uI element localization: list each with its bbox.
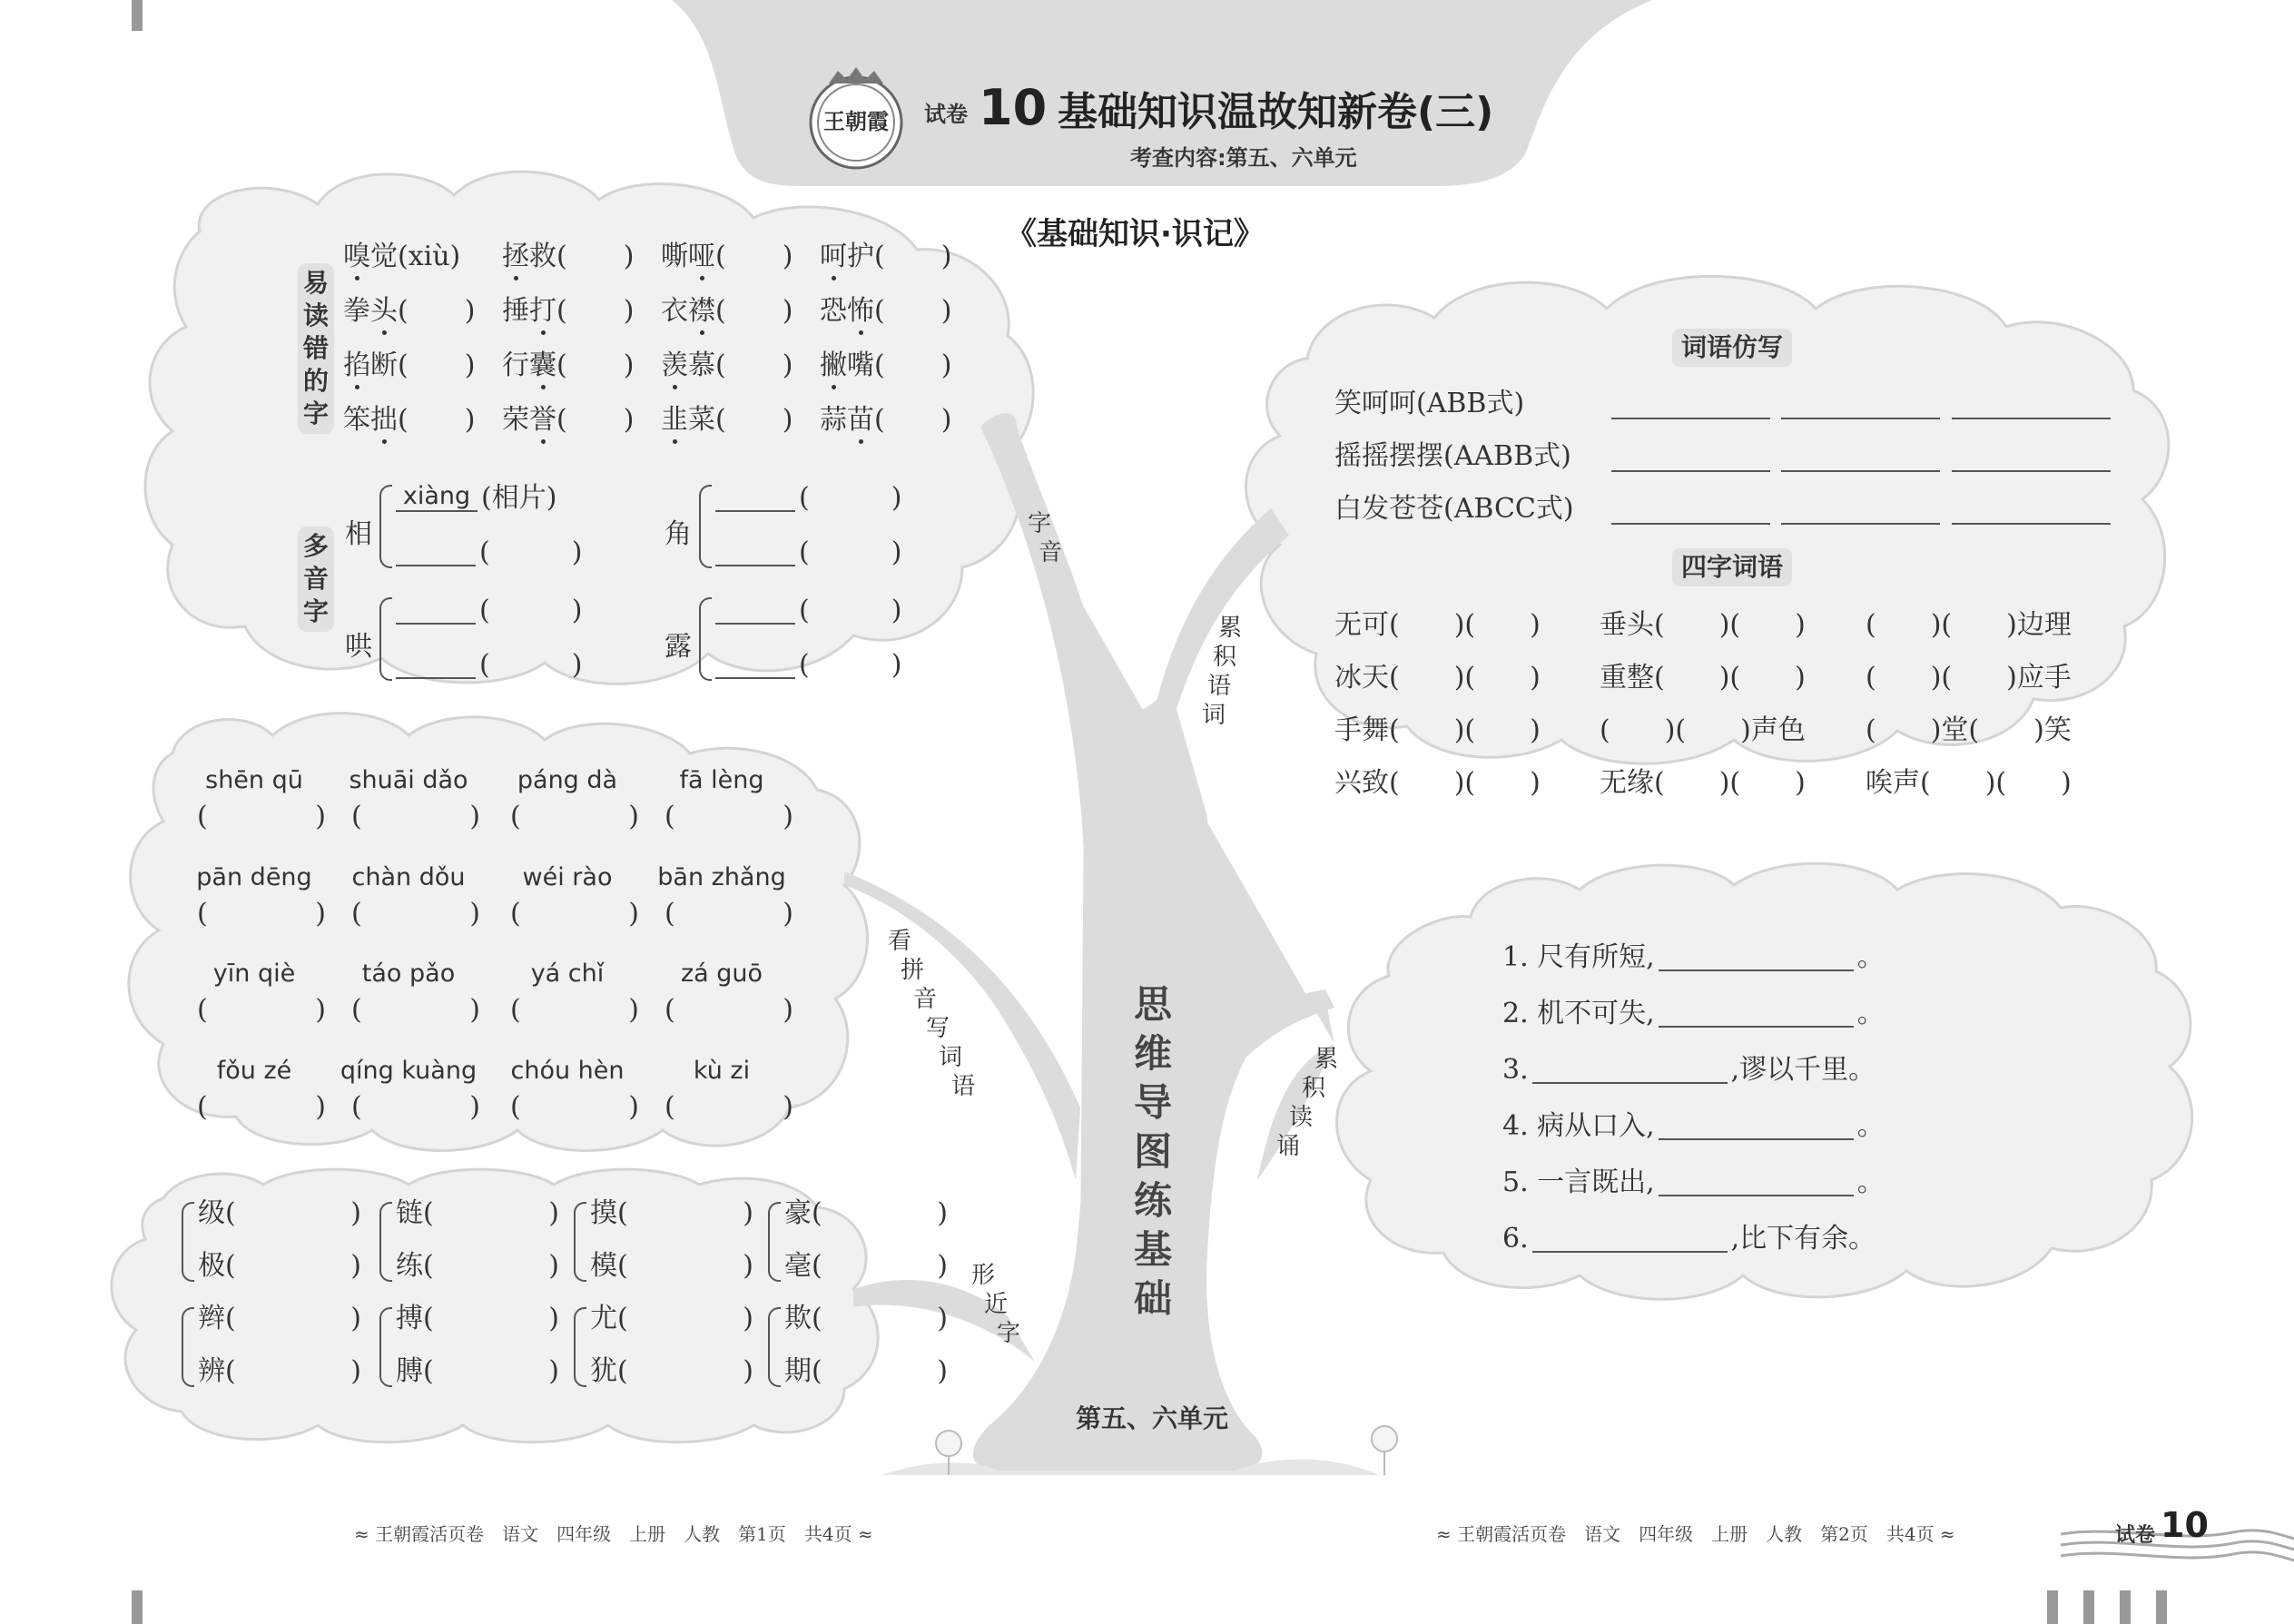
label-polyphonic: 多 音 字 <box>298 527 334 632</box>
proverb-item[interactable] <box>1502 1225 1876 1253</box>
misread-word: 呵护 <box>820 241 874 272</box>
tag-four-char: 四字词语 <box>1672 548 1792 586</box>
misread-item <box>820 349 952 381</box>
misread-word: 行囊 <box>502 349 556 381</box>
similar-char-item[interactable]: 犹( ) <box>590 1355 753 1387</box>
similar-char-item[interactable]: 膊( ) <box>396 1355 559 1387</box>
crop-mark-bottom-left <box>132 1590 143 1624</box>
similar-char-item[interactable]: 辫( ) <box>198 1303 361 1334</box>
flower-right <box>1372 1426 1397 1452</box>
similar-char: 极( <box>198 1250 236 1282</box>
branch-label-pinyin: 看 <box>888 928 912 955</box>
misread-item <box>661 404 793 436</box>
proverb-text: 3. <box>1502 1054 1529 1086</box>
brace-icon <box>379 1202 392 1282</box>
branch-label-pinyin: 写 <box>926 1015 950 1042</box>
proverb-item[interactable] <box>1502 941 1885 973</box>
misread-item <box>820 243 951 271</box>
misread-item <box>661 295 793 327</box>
section-banner: 《基础知识·识记》 <box>1006 216 1265 252</box>
pinyin-answer-paren[interactable]: ( ) <box>510 801 639 832</box>
four-char-item[interactable]: ( )( )应手 <box>1866 662 2072 694</box>
four-char-item[interactable]: 重整( )( ) <box>1600 662 1806 694</box>
pinyin-text: fā lèng <box>679 766 764 794</box>
misread-item <box>661 349 793 381</box>
answer-line[interactable] <box>1952 418 2111 419</box>
crop-mark-bottom-right-2 <box>2083 1590 2094 1624</box>
proverb-text: 6. <box>1502 1223 1529 1255</box>
similar-char-item[interactable]: 尤( ) <box>590 1303 753 1334</box>
four-char-item[interactable]: 无缘( )( ) <box>1600 767 1806 799</box>
proverb-text: 2. 机不可失, <box>1502 998 1655 1029</box>
similar-char-item[interactable]: 极( ) <box>198 1250 361 1282</box>
similar-char-item[interactable]: 级( ) <box>198 1197 361 1229</box>
branch-label-du-song: 积 <box>1302 1075 1326 1102</box>
corner-prefix: 试卷 <box>2115 1524 2156 1547</box>
brace-icon <box>379 1307 392 1387</box>
pinyin-answer-paren[interactable]: ( ) <box>351 898 480 930</box>
answer-line[interactable] <box>1532 1225 1728 1253</box>
answer-line[interactable] <box>1611 418 1770 419</box>
answer-paren[interactable]: ( ) <box>874 349 952 381</box>
misread-item <box>502 349 635 381</box>
similar-char: 练( <box>396 1250 434 1282</box>
misread-word: 荣誉 <box>502 404 556 436</box>
similar-char: 期( <box>784 1355 822 1387</box>
pinyin-text: pān dēng <box>196 863 312 891</box>
proverb-text: 4. 病从口入, <box>1502 1110 1655 1142</box>
pinyin-answer-paren[interactable]: ( ) <box>510 898 639 930</box>
four-char-item[interactable]: 无可( )( ) <box>1334 609 1541 641</box>
misread-item <box>343 349 476 381</box>
answer-paren[interactable]: ( ) <box>556 349 635 381</box>
branch-label-du-song: 读 <box>1289 1104 1314 1131</box>
answer-paren[interactable]: ( ) <box>715 241 793 272</box>
answer-paren[interactable]: ( ) <box>556 404 635 436</box>
similar-char-item[interactable]: 豪( ) <box>784 1197 948 1229</box>
answer-line[interactable] <box>1611 523 1770 525</box>
similar-char-item[interactable]: 期( ) <box>784 1355 948 1387</box>
pinyin-text: páng dà <box>517 766 618 794</box>
pinyin-answer-paren[interactable]: ( ) <box>197 898 326 930</box>
answer-paren[interactable]: (xiù) <box>398 241 461 272</box>
page-title: 基础知识温故知新卷(三) <box>1058 89 1494 135</box>
misread-word: 嗅觉 <box>343 241 398 272</box>
answer-paren[interactable]: ( ) <box>398 295 476 327</box>
brace-icon <box>768 1202 781 1282</box>
label-easy-misread: 易 读 错 的 字 <box>298 263 334 434</box>
misread-item <box>661 243 793 271</box>
misread-item <box>343 295 476 327</box>
similar-char: 级( <box>198 1197 236 1229</box>
pinyin-blank[interactable] <box>715 537 795 566</box>
tag-word-imitation: 词语仿写 <box>1672 329 1792 367</box>
pinyin-text: chàn dǒu <box>351 863 466 891</box>
answer-line[interactable] <box>1659 1169 1854 1196</box>
polyphonic-line[interactable] <box>396 650 582 679</box>
misread-word: 衣襟 <box>661 295 715 327</box>
proverb-item[interactable] <box>1502 1000 1885 1028</box>
pinyin-text: yīn qiè <box>212 960 296 988</box>
similar-char: 尤( <box>590 1303 628 1334</box>
four-char-item[interactable]: ( )( )边理 <box>1866 609 2072 641</box>
pinyin-blank[interactable] <box>396 650 476 679</box>
answer-line[interactable] <box>1659 944 1854 971</box>
misread-item <box>343 243 460 271</box>
word-paren[interactable]: ( ) <box>799 595 902 626</box>
answer-paren[interactable]: ( ) <box>874 241 952 272</box>
answer-line[interactable] <box>1781 418 1940 419</box>
similar-char: 摸( <box>590 1197 628 1229</box>
brace-icon <box>379 485 392 568</box>
proverb-text: 5. 一言既出, <box>1502 1166 1655 1198</box>
misread-item <box>502 404 635 436</box>
four-char-item[interactable]: 垂头( )( ) <box>1600 609 1806 641</box>
pinyin-answer-paren[interactable]: ( ) <box>197 801 326 832</box>
similar-char-item[interactable]: 毫( ) <box>784 1250 948 1282</box>
word-paren[interactable]: ( ) <box>479 595 583 626</box>
pinyin-answer-paren[interactable]: ( ) <box>197 994 326 1026</box>
misread-word: 掐断 <box>343 349 398 381</box>
four-char-item[interactable]: 冰天( )( ) <box>1334 662 1541 694</box>
polyphonic-line[interactable] <box>715 483 901 512</box>
tree-branch-middle-left <box>844 871 1080 1180</box>
branch-label-ci-yu: 积 <box>1213 644 1237 671</box>
word-paren[interactable]: (相片) <box>481 482 557 514</box>
pinyin-text: shuāi dǎo <box>349 766 468 794</box>
pinyin-answer-paren[interactable]: ( ) <box>665 898 793 930</box>
pinyin-blank[interactable] <box>715 595 795 625</box>
similar-char: 犹( <box>590 1355 628 1387</box>
page-subtitle: 考查内容:第五、六单元 <box>1130 145 1357 171</box>
brace-icon <box>379 597 392 681</box>
pinyin-text: bān zhǎng <box>657 863 786 891</box>
branch-label-pinyin: 语 <box>951 1073 976 1100</box>
misread-word: 捶打 <box>502 295 556 327</box>
similar-char: 辨( <box>198 1355 236 1387</box>
polyphonic-char: 哄 <box>345 631 372 663</box>
branch-label-zi-yin: 音 <box>1039 539 1063 566</box>
similar-char-item[interactable]: 搏( ) <box>396 1303 559 1334</box>
misread-item <box>343 404 476 436</box>
logo-text: 王朝霞 <box>823 109 889 134</box>
similar-char-item[interactable]: 模( ) <box>590 1250 753 1282</box>
answer-line[interactable] <box>1659 1000 1854 1028</box>
pinyin-blank[interactable]: xiàng <box>396 483 478 512</box>
answer-line[interactable] <box>1659 1113 1854 1140</box>
polyphonic-char: 露 <box>665 631 692 663</box>
pinyin-answer-paren[interactable]: ( ) <box>510 994 639 1026</box>
exam-number: 10 <box>979 79 1048 136</box>
answer-paren[interactable]: ( ) <box>715 349 793 381</box>
footer-right: ≈ 王朝霞活页卷 语文 四年级 上册 人教 第2页 共4页 ≈ <box>1436 1523 1955 1545</box>
brace-icon <box>182 1307 194 1387</box>
crop-mark-top-left <box>132 0 143 31</box>
pinyin-blank[interactable] <box>715 650 795 679</box>
four-char-item[interactable]: 手舞( )( ) <box>1334 714 1541 746</box>
answer-line[interactable] <box>1611 470 1770 472</box>
answer-line[interactable] <box>1532 1057 1728 1084</box>
proverb-item[interactable] <box>1502 1166 1885 1198</box>
pinyin-text: shēn qū <box>205 766 303 794</box>
similar-char: 毫( <box>784 1250 822 1282</box>
misread-item <box>502 295 635 327</box>
similar-char-item[interactable]: 摸( ) <box>590 1197 753 1229</box>
branch-label-xing-jin: 近 <box>984 1291 1009 1318</box>
branch-label-pinyin: 音 <box>913 986 938 1013</box>
word-paren[interactable]: ( ) <box>479 536 583 568</box>
similar-char-item[interactable]: 链( ) <box>396 1197 559 1229</box>
pinyin-text: chóu hèn <box>510 1057 625 1085</box>
misread-word: 拳头 <box>343 295 398 327</box>
logo <box>806 64 906 172</box>
misread-word: 撇嘴 <box>820 349 874 381</box>
footer-left: ≈ 王朝霞活页卷 语文 四年级 上册 人教 第1页 共4页 ≈ <box>354 1523 873 1545</box>
answer-paren[interactable]: ( ) <box>874 404 952 436</box>
pinyin-answer-paren[interactable]: ( ) <box>351 994 480 1026</box>
misread-word: 恐怖 <box>820 295 874 327</box>
pinyin-text: qíng kuàng <box>340 1057 478 1085</box>
pinyin-text: táo pǎo <box>361 960 456 988</box>
misread-word: 蒜苗 <box>820 404 874 436</box>
brace-icon <box>182 1202 194 1282</box>
polyphonic-line[interactable] <box>715 650 901 679</box>
pinyin-text: zá guō <box>680 960 763 988</box>
proverb-text: 1. 尺有所短, <box>1502 941 1655 973</box>
pinyin-answer-paren[interactable]: ( ) <box>665 994 793 1026</box>
proverb-text: 。 <box>1856 1110 1885 1142</box>
answer-line[interactable] <box>1781 470 1940 472</box>
misread-word: 拯救 <box>502 241 556 272</box>
answer-line[interactable] <box>1952 470 2111 472</box>
branch-label-xing-jin: 形 <box>971 1262 996 1289</box>
word-paren[interactable]: ( ) <box>799 482 902 514</box>
misread-item <box>502 243 634 271</box>
answer-paren[interactable]: ( ) <box>715 404 793 436</box>
misread-item <box>820 295 952 327</box>
answer-paren[interactable]: ( ) <box>398 349 476 381</box>
similar-char: 豪( <box>784 1197 822 1229</box>
answer-paren[interactable]: ( ) <box>715 295 793 327</box>
word-paren[interactable]: ( ) <box>479 649 583 681</box>
corner-number: 10 <box>2161 1505 2209 1545</box>
brace-icon <box>768 1307 781 1387</box>
pinyin-blank[interactable] <box>396 537 476 566</box>
polyphonic-line[interactable] <box>715 595 901 625</box>
crop-mark-bottom-right-1 <box>2047 1590 2058 1624</box>
polyphonic-line[interactable] <box>396 483 556 512</box>
pinyin-blank[interactable] <box>396 595 476 625</box>
branch-label-pinyin: 词 <box>939 1044 963 1071</box>
polyphonic-line[interactable] <box>715 537 901 566</box>
pinyin-answer-paren[interactable]: ( ) <box>197 1091 326 1123</box>
answer-paren[interactable]: ( ) <box>556 295 635 327</box>
proverb-text: 。 <box>1856 998 1885 1029</box>
center-title: 思 维 导 图 练 基 础 <box>1133 982 1172 1321</box>
answer-line[interactable] <box>1952 523 2111 525</box>
imitation-prompt: 白发苍苍(ABCC式) <box>1334 493 1574 525</box>
branch-label-ci-yu: 语 <box>1207 673 1232 700</box>
exam-prefix: 试卷 <box>924 102 968 127</box>
similar-char: 膊( <box>396 1355 434 1387</box>
brace-icon <box>699 485 712 568</box>
answer-paren[interactable]: ( ) <box>874 295 952 327</box>
similar-char: 欺( <box>784 1303 822 1334</box>
polyphonic-line[interactable] <box>396 595 582 625</box>
imitation-prompt: 摇摇摆摆(AABB式) <box>1334 440 1571 472</box>
similar-char: 模( <box>590 1250 628 1282</box>
similar-char: 链( <box>396 1197 434 1229</box>
pinyin-answer-paren[interactable]: ( ) <box>351 801 480 832</box>
word-paren[interactable]: ( ) <box>799 536 902 568</box>
proverb-item[interactable] <box>1502 1054 1876 1086</box>
flower-left <box>936 1431 961 1456</box>
proverb-item[interactable] <box>1502 1110 1885 1142</box>
answer-paren[interactable]: ( ) <box>398 404 476 436</box>
crop-mark-bottom-right-3 <box>2120 1590 2131 1624</box>
proverb-text: 。 <box>1856 1166 1885 1198</box>
answer-line[interactable] <box>1781 523 1940 525</box>
similar-char: 搏( <box>396 1303 434 1334</box>
branch-label-ci-yu: 累 <box>1218 615 1243 642</box>
pinyin-text: yá chǐ <box>530 960 605 988</box>
polyphonic-char: 相 <box>345 518 372 550</box>
similar-char-item[interactable]: 欺( ) <box>784 1303 948 1334</box>
misread-word: 笨拙 <box>343 404 398 436</box>
branch-label-du-song: 诵 <box>1276 1133 1301 1160</box>
branch-label-pinyin: 拼 <box>901 957 925 984</box>
answer-paren[interactable]: ( ) <box>556 241 635 272</box>
four-char-item[interactable]: 兴致( )( ) <box>1334 767 1541 799</box>
pinyin-text: kù zi <box>693 1057 751 1085</box>
pinyin-blank[interactable] <box>715 483 795 512</box>
pinyin-answer-paren[interactable]: ( ) <box>665 801 793 832</box>
misread-word: 韭菜 <box>661 404 715 436</box>
pinyin-text: fǒu zé <box>216 1057 292 1085</box>
branch-label-ci-yu: 词 <box>1202 702 1226 729</box>
four-char-item[interactable]: ( )堂( )笑 <box>1866 714 2072 746</box>
similar-char: 辫( <box>198 1303 236 1334</box>
imitation-prompt: 笑呵呵(ABB式) <box>1334 388 1525 419</box>
pinyin-answer-paren[interactable]: ( ) <box>351 1091 480 1123</box>
misread-word: 羡慕 <box>661 349 715 381</box>
pinyin-answer-paren[interactable]: ( ) <box>665 1091 793 1123</box>
branch-label-du-song: 累 <box>1314 1046 1339 1073</box>
branch-label-xing-jin: 字 <box>997 1320 1021 1347</box>
misread-item <box>820 404 952 436</box>
branch-label-zi-yin: 字 <box>1028 510 1052 537</box>
polyphonic-char: 角 <box>665 518 692 550</box>
four-char-item[interactable]: ( )( )声色 <box>1600 714 1806 746</box>
proverb-text: ,谬以千里。 <box>1730 1054 1876 1086</box>
brace-icon <box>699 597 712 681</box>
word-paren[interactable]: ( ) <box>799 649 902 681</box>
polyphonic-line[interactable] <box>396 537 582 566</box>
proverb-text: ,比下有余。 <box>1730 1223 1876 1255</box>
misread-word: 嘶哑 <box>661 241 715 272</box>
similar-char-item[interactable]: 辨( ) <box>198 1355 361 1387</box>
proverb-text: 。 <box>1856 941 1885 973</box>
brace-icon <box>574 1202 586 1282</box>
brace-icon <box>574 1307 586 1387</box>
pinyin-text: wéi rào <box>522 863 613 891</box>
pinyin-answer-paren[interactable]: ( ) <box>510 1091 639 1123</box>
crop-mark-bottom-right-4 <box>2156 1590 2167 1624</box>
four-char-item[interactable]: 唉声( )( ) <box>1866 767 2072 799</box>
similar-char-item[interactable]: 练( ) <box>396 1250 559 1282</box>
root-label: 第五、六单元 <box>1076 1403 1229 1433</box>
